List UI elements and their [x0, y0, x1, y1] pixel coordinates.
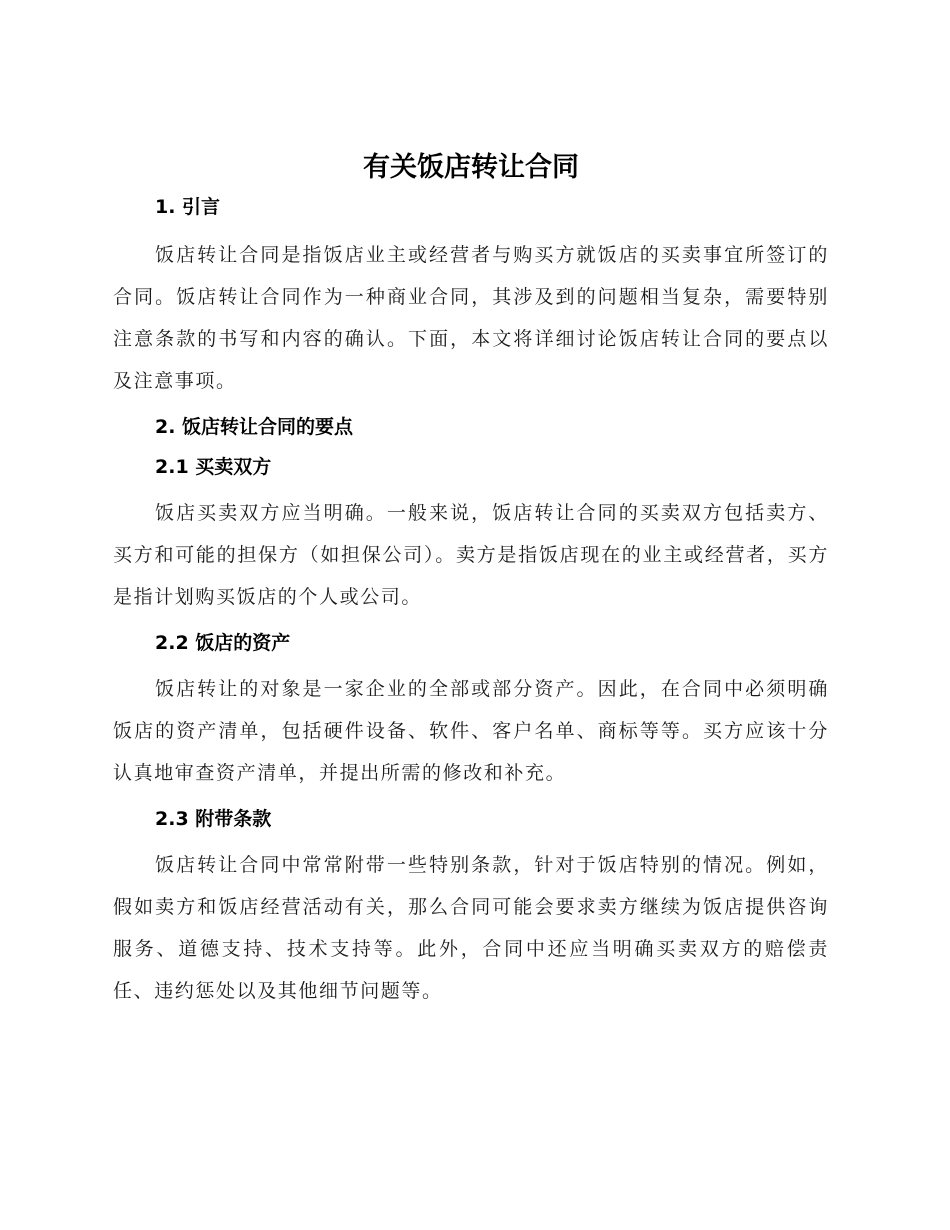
section-paragraph-additional-terms: 饭店转让合同中常常附带一些特别条款，针对于饭店特别的情况。例如，假如卖方和饭店经营活动有关，那么合同可能会要求卖方继续为饭店提供咨询服务、道德支持、技术支持等。此外，合同中还应当明确买卖双方的赔偿责任、违约惩处以及其他细节问题等。 — [113, 854, 829, 1002]
document-title: 有关饭店转让合同 — [363, 152, 579, 183]
section-paragraph-parties: 饭店买卖双方应当明确。一般来说，饭店转让合同的买卖双方包括卖方、买方和可能的担保方（如担保公司）。卖方是指饭店现在的业主或经营者，买方是指计划购买饭店的个人或公司。 — [113, 502, 829, 608]
section-heading-additional-terms: 2.3 附带条款 — [155, 808, 272, 830]
section-heading-parties: 2.1 买卖双方 — [155, 456, 272, 478]
section-paragraph-intro: 饭店转让合同是指饭店业主或经营者与购买方就饭店的买卖事宜所签订的合同。饭店转让合同作为一种商业合同，其涉及到的问题相当复杂，需要特别注意条款的书写和内容的确认。下面，本文将详细讨论饭店转让合同的要点以及注意事项。 — [113, 244, 829, 392]
section-paragraph-assets: 饭店转让的对象是一家企业的全部或部分资产。因此，在合同中必须明确饭店的资产清单，包括硬件设备、软件、客户名单、商标等等。买方应该十分认真地审查资产清单，并提出所需的修改和补充。 — [113, 678, 829, 784]
section-heading-assets: 2.2 饭店的资产 — [155, 632, 291, 654]
section-heading-key-points: 2. 饭店转让合同的要点 — [155, 416, 354, 438]
document-page — [113, 148, 829, 1020]
section-heading-intro: 1. 引言 — [155, 196, 221, 218]
